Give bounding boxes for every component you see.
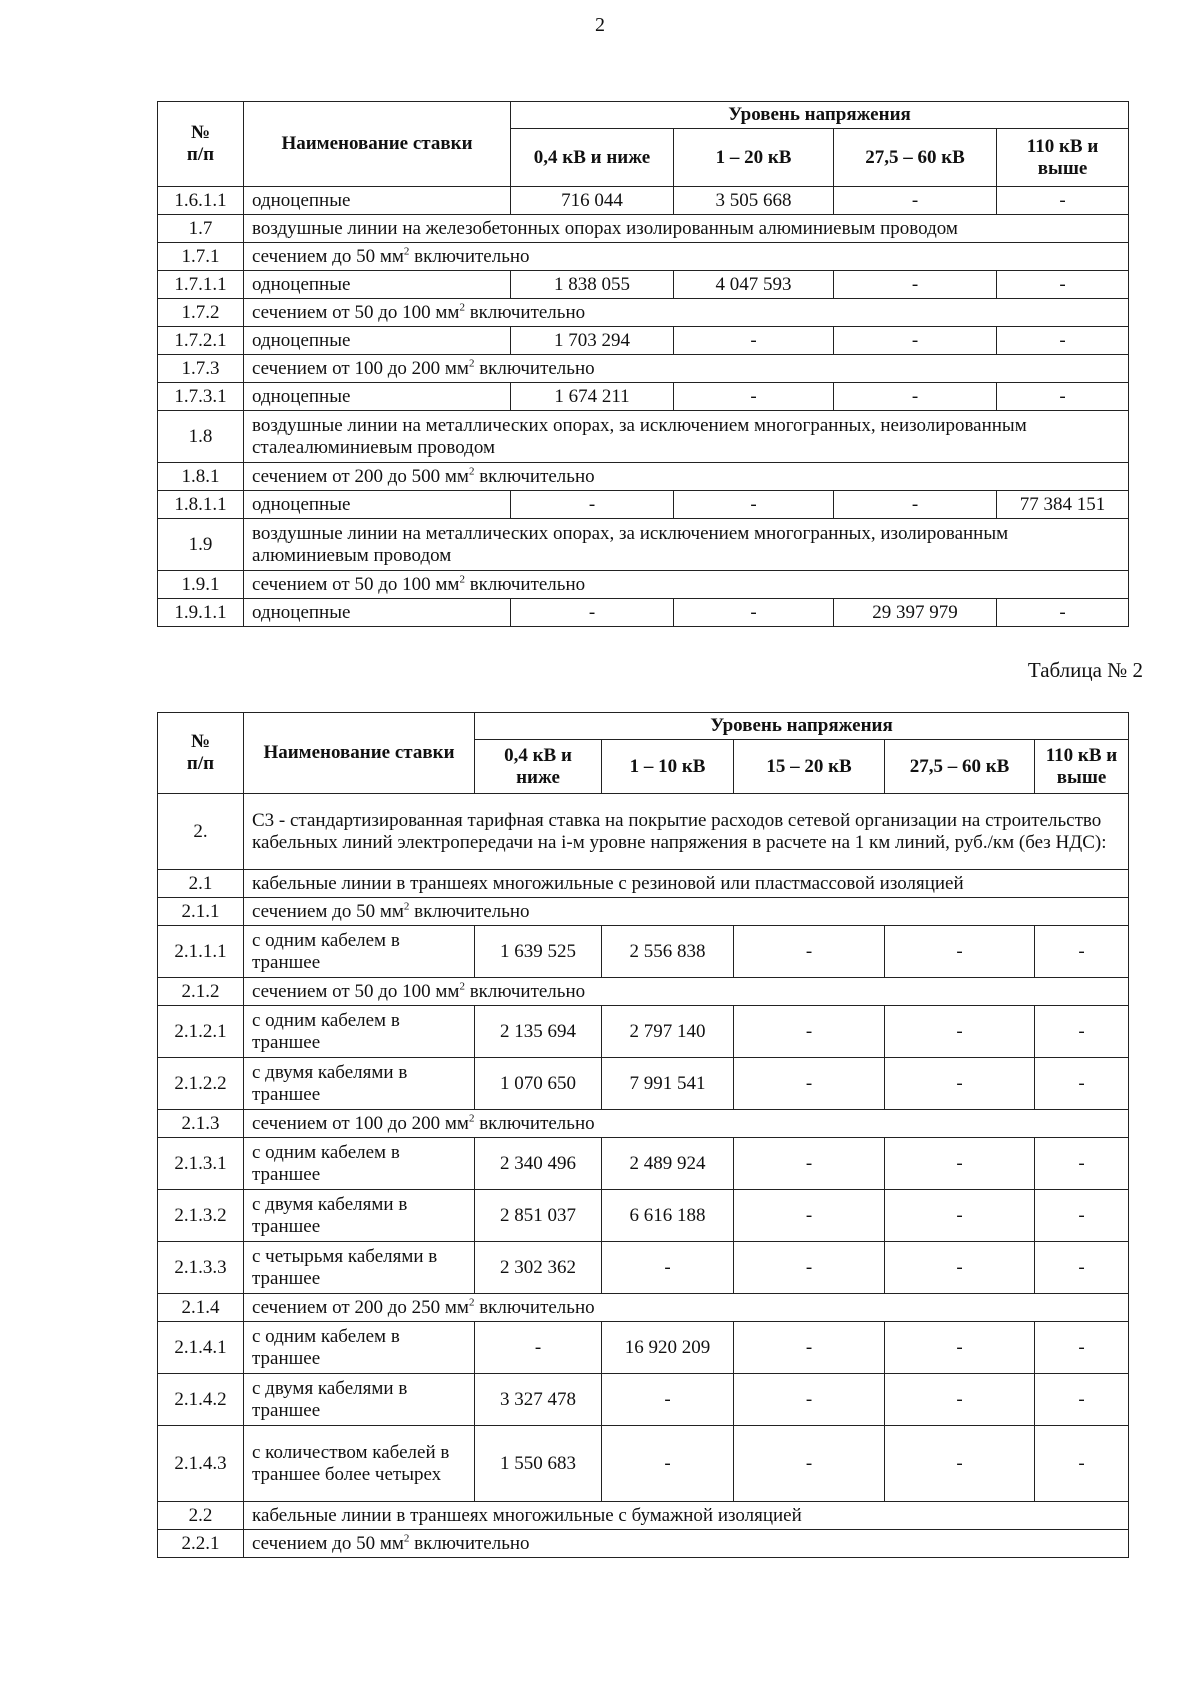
row-description-suffix: включительно <box>474 1112 595 1134</box>
rate-value: - <box>885 1006 1035 1058</box>
row-number: 1.7.1.1 <box>158 271 244 299</box>
row-number: 2.1.2.1 <box>158 1006 244 1058</box>
header-level-0: 0,4 кВ и ниже <box>511 129 674 187</box>
row-description-suffix: включительно <box>409 1532 530 1554</box>
row-number: 1.7 <box>158 215 244 243</box>
row-description <box>244 898 1129 926</box>
rate-value: 1 703 294 <box>511 327 674 355</box>
header-level-2: 27,5 – 60 кВ <box>834 129 997 187</box>
unit-superscript: 2 <box>468 1296 475 1309</box>
row-name: одноцепные <box>244 383 511 411</box>
rate-value: - <box>997 599 1129 627</box>
rate-value: - <box>734 1322 885 1374</box>
row-description-suffix: включительно <box>464 301 586 323</box>
row-description-suffix: включительно <box>474 357 595 379</box>
rate-value: 2 556 838 <box>602 926 734 978</box>
rate-value: - <box>885 1322 1035 1374</box>
table-row <box>158 411 1129 463</box>
rate-value: 6 616 188 <box>602 1190 734 1242</box>
row-description-text: сечением до 50 мм <box>252 245 404 267</box>
row-number: 1.7.3 <box>158 355 244 383</box>
row-number: 2.1.3 <box>158 1110 244 1138</box>
row-description <box>244 463 1129 491</box>
unit-superscript: 2 <box>459 301 465 314</box>
table-2-caption: Таблица № 2 <box>1027 658 1143 682</box>
rate-value: 1 550 683 <box>475 1426 602 1502</box>
row-description <box>244 519 1129 571</box>
table-row <box>158 383 1129 411</box>
rate-value: 1 639 525 <box>475 926 602 978</box>
rate-value: - <box>834 491 997 519</box>
row-description <box>244 571 1129 599</box>
rate-value: - <box>734 1006 885 1058</box>
row-number: 1.8 <box>158 411 244 463</box>
row-description <box>244 870 1129 898</box>
unit-superscript: 2 <box>468 465 475 478</box>
table-row <box>158 794 1129 870</box>
rate-value: 2 302 362 <box>475 1242 602 1294</box>
rate-value: - <box>1035 1058 1129 1110</box>
row-description-suffix: включительно <box>409 245 530 267</box>
row-description-suffix: включительно <box>474 1296 595 1318</box>
row-number: 2.1.4.2 <box>158 1374 244 1426</box>
rate-value: - <box>734 1242 885 1294</box>
rate-value: 29 397 979 <box>834 599 997 627</box>
table-row <box>158 926 1129 978</box>
rate-value: - <box>997 187 1129 215</box>
rate-value: - <box>1035 1190 1129 1242</box>
header-level-0: 0,4 кВ и ниже <box>475 740 602 794</box>
row-description-text: воздушные линии на металлических опорах, за исключением многогранных, неизолированным сталеалюминиевым проводом <box>252 414 1027 458</box>
rate-value: - <box>1035 1006 1129 1058</box>
row-name: с количеством кабелей в траншее более четырех <box>244 1426 475 1502</box>
row-description <box>244 355 1129 383</box>
row-name: с одним кабелем в траншее <box>244 1006 475 1058</box>
header-level-3: 110 кВ и выше <box>997 129 1129 187</box>
row-description-text: сечением от 200 до 250 мм <box>252 1296 469 1318</box>
unit-superscript: 2 <box>468 357 475 370</box>
rate-value: - <box>602 1374 734 1426</box>
table-row <box>158 327 1129 355</box>
row-name: с двумя кабелями в траншее <box>244 1374 475 1426</box>
rate-value: - <box>602 1242 734 1294</box>
table-row <box>158 1426 1129 1502</box>
unit-superscript: 2 <box>459 980 465 993</box>
unit-superscript: 2 <box>459 573 465 586</box>
row-number: 2.1.4.3 <box>158 1426 244 1502</box>
row-number: 1.8.1.1 <box>158 491 244 519</box>
header-level-3: 27,5 – 60 кВ <box>885 740 1035 794</box>
row-number: 2.1.4 <box>158 1294 244 1322</box>
rate-value: - <box>511 599 674 627</box>
rate-value: - <box>674 383 834 411</box>
table-row <box>158 898 1129 926</box>
table-row <box>158 1058 1129 1110</box>
rate-value: 77 384 151 <box>997 491 1129 519</box>
table-row <box>158 571 1129 599</box>
header-name: Наименование ставки <box>244 102 511 187</box>
rate-value: - <box>834 383 997 411</box>
rate-value: - <box>1035 926 1129 978</box>
rate-value: - <box>602 1426 734 1502</box>
header-name: Наименование ставки <box>244 713 475 794</box>
rates-table-1 <box>157 101 1129 627</box>
row-description <box>244 978 1129 1006</box>
row-description-suffix: включительно <box>464 980 586 1002</box>
table-row <box>158 463 1129 491</box>
header-level-2: 15 – 20 кВ <box>734 740 885 794</box>
table-row <box>158 1110 1129 1138</box>
row-description-text: кабельные линии в траншеях многожильные с бумажной изоляцией <box>252 1504 802 1526</box>
table-row <box>158 271 1129 299</box>
row-number: 2.1.1 <box>158 898 244 926</box>
table-row <box>158 1138 1129 1190</box>
row-description <box>244 1502 1129 1530</box>
row-description-suffix: включительно <box>474 465 595 487</box>
row-name: одноцепные <box>244 491 511 519</box>
row-description <box>244 1110 1129 1138</box>
table-row <box>158 355 1129 383</box>
row-description <box>244 1530 1129 1558</box>
page-number: 2 <box>595 14 605 36</box>
header-num: № п/п <box>158 713 244 794</box>
table-row <box>158 1294 1129 1322</box>
rate-value: - <box>997 271 1129 299</box>
row-number: 2.1.2 <box>158 978 244 1006</box>
unit-superscript: 2 <box>403 900 410 913</box>
rate-value: - <box>1035 1322 1129 1374</box>
rate-value: - <box>734 1138 885 1190</box>
table-row <box>158 1322 1129 1374</box>
rate-value: 2 135 694 <box>475 1006 602 1058</box>
row-name: с одним кабелем в траншее <box>244 1138 475 1190</box>
row-name: одноцепные <box>244 271 511 299</box>
row-number: 2.1.4.1 <box>158 1322 244 1374</box>
rate-value: - <box>674 327 834 355</box>
rate-value: - <box>834 271 997 299</box>
rate-value: - <box>1035 1374 1129 1426</box>
row-description-text: сечением от 50 до 100 мм <box>252 980 460 1002</box>
rate-value: 1 070 650 <box>475 1058 602 1110</box>
rate-value: 1 838 055 <box>511 271 674 299</box>
rate-value: 16 920 209 <box>602 1322 734 1374</box>
row-number: 2.1.3.1 <box>158 1138 244 1190</box>
rate-value: - <box>1035 1138 1129 1190</box>
row-description-text: кабельные линии в траншеях многожильные с резиновой или пластмассовой изоляцией <box>252 872 964 894</box>
table-row <box>158 1502 1129 1530</box>
rate-value: 716 044 <box>511 187 674 215</box>
row-number: 1.7.2 <box>158 299 244 327</box>
header-voltage-group: Уровень напряжения <box>511 102 1129 129</box>
rate-value: - <box>834 327 997 355</box>
rate-value: 2 340 496 <box>475 1138 602 1190</box>
row-number: 2. <box>158 794 244 870</box>
rate-value: - <box>834 187 997 215</box>
row-description-suffix: включительно <box>409 900 530 922</box>
row-description <box>244 411 1129 463</box>
row-number: 1.6.1.1 <box>158 187 244 215</box>
header-voltage-group: Уровень напряжения <box>475 713 1129 740</box>
rate-value: 2 797 140 <box>602 1006 734 1058</box>
row-number: 1.7.3.1 <box>158 383 244 411</box>
rate-value: - <box>511 491 674 519</box>
table-row <box>158 1374 1129 1426</box>
table-row <box>158 187 1129 215</box>
row-description-suffix: включительно <box>464 573 586 595</box>
rate-value: - <box>734 1426 885 1502</box>
row-number: 1.9 <box>158 519 244 571</box>
table-row <box>158 1242 1129 1294</box>
row-description <box>244 299 1129 327</box>
rate-value: - <box>1035 1242 1129 1294</box>
row-name: с двумя кабелями в траншее <box>244 1190 475 1242</box>
rate-value: - <box>734 1058 885 1110</box>
rate-value: - <box>885 1374 1035 1426</box>
header-num: № п/п <box>158 102 244 187</box>
rate-value: 2 851 037 <box>475 1190 602 1242</box>
row-description <box>244 1294 1129 1322</box>
rate-value: 7 991 541 <box>602 1058 734 1110</box>
row-number: 2.1.1.1 <box>158 926 244 978</box>
rate-value: - <box>734 1374 885 1426</box>
row-description-text: сечением от 50 до 100 мм <box>252 573 460 595</box>
row-number: 2.1 <box>158 870 244 898</box>
table-row <box>158 519 1129 571</box>
row-name: одноцепные <box>244 327 511 355</box>
row-name: одноцепные <box>244 599 511 627</box>
rate-value: - <box>885 1242 1035 1294</box>
table-row <box>158 1190 1129 1242</box>
row-number: 2.1.3.3 <box>158 1242 244 1294</box>
row-description <box>244 794 1129 870</box>
rate-value: - <box>885 926 1035 978</box>
rate-value: - <box>674 491 834 519</box>
header-level-4: 110 кВ и выше <box>1035 740 1129 794</box>
table-row <box>158 978 1129 1006</box>
rate-value: - <box>734 926 885 978</box>
row-description-text: сечением от 50 до 100 мм <box>252 301 460 323</box>
row-name: с двумя кабелями в траншее <box>244 1058 475 1110</box>
rate-value: 4 047 593 <box>674 271 834 299</box>
unit-superscript: 2 <box>403 245 410 258</box>
table-row <box>158 243 1129 271</box>
row-name: с одним кабелем в траншее <box>244 1322 475 1374</box>
row-number: 1.7.2.1 <box>158 327 244 355</box>
rate-value: - <box>997 327 1129 355</box>
row-description-text: С3 - стандартизированная тарифная ставка на покрытие расходов сетевой организации на строительство кабельных линий электропередачи на i-м уровне напряжения в расчете на 1 км линий, руб./км (без НДС): <box>252 809 1107 853</box>
unit-superscript: 2 <box>468 1112 475 1125</box>
rate-value: - <box>885 1190 1035 1242</box>
row-number: 2.2.1 <box>158 1530 244 1558</box>
rates-table-2 <box>157 712 1129 1558</box>
rate-value: - <box>997 383 1129 411</box>
row-number: 1.9.1 <box>158 571 244 599</box>
row-number: 1.7.1 <box>158 243 244 271</box>
rate-value: - <box>885 1058 1035 1110</box>
row-description-text: воздушные линии на металлических опорах, за исключением многогранных, изолированным алюминиевым проводом <box>252 522 1009 566</box>
rate-value: 2 489 924 <box>602 1138 734 1190</box>
row-description-text: воздушные линии на железобетонных опорах изолированным алюминиевым проводом <box>252 217 958 239</box>
row-number: 2.2 <box>158 1502 244 1530</box>
row-description-text: сечением от 200 до 500 мм <box>252 465 469 487</box>
row-number: 1.9.1.1 <box>158 599 244 627</box>
rate-value: - <box>885 1138 1035 1190</box>
table-row <box>158 870 1129 898</box>
table-row <box>158 491 1129 519</box>
table-row <box>158 299 1129 327</box>
rate-value: 1 674 211 <box>511 383 674 411</box>
rate-value: - <box>475 1322 602 1374</box>
header-level-1: 1 – 10 кВ <box>602 740 734 794</box>
rate-value: - <box>734 1190 885 1242</box>
row-number: 1.8.1 <box>158 463 244 491</box>
unit-superscript: 2 <box>403 1532 410 1545</box>
row-description-text: сечением до 50 мм <box>252 900 404 922</box>
row-name: с одним кабелем в траншее <box>244 926 475 978</box>
header-level-1: 1 – 20 кВ <box>674 129 834 187</box>
row-description-text: сечением до 50 мм <box>252 1532 404 1554</box>
table-row <box>158 215 1129 243</box>
row-description <box>244 215 1129 243</box>
row-number: 2.1.3.2 <box>158 1190 244 1242</box>
row-name: с четырьмя кабелями в траншее <box>244 1242 475 1294</box>
rate-value: - <box>674 599 834 627</box>
row-description-text: сечением от 100 до 200 мм <box>252 357 469 379</box>
rate-value: 3 505 668 <box>674 187 834 215</box>
table-row <box>158 1006 1129 1058</box>
rate-value: 3 327 478 <box>475 1374 602 1426</box>
row-description <box>244 243 1129 271</box>
rate-value: - <box>885 1426 1035 1502</box>
row-number: 2.1.2.2 <box>158 1058 244 1110</box>
rate-value: - <box>1035 1426 1129 1502</box>
row-description-text: сечением от 100 до 200 мм <box>252 1112 469 1134</box>
table-row <box>158 1530 1129 1558</box>
row-name: одноцепные <box>244 187 511 215</box>
table-row <box>158 599 1129 627</box>
